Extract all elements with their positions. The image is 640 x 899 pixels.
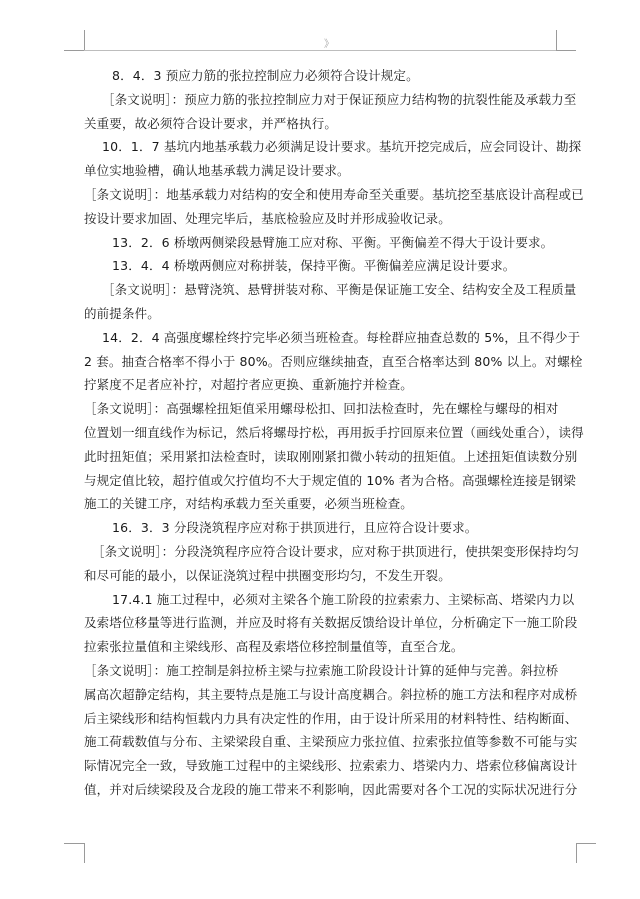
text-line: ［条文说明］：分段浇筑程序应符合设计要求，应对称于拱顶进行，使拱架变形保持均匀 bbox=[92, 543, 580, 559]
text-line: 2 套。抽查合格率不得小于 80%。否则应继续抽查，直至合格率达到 80% 以上。对螺栓 bbox=[84, 353, 583, 369]
text-line: 施工荷载数值与分布、主梁梁段自重、主梁预应力张拉值、拉索张拉值等参数不可能与实 bbox=[84, 734, 578, 750]
text-line: 13．2．6 桥墩两侧梁段悬臂施工应对称、平衡。平衡偏差不得大于设计要求。 bbox=[112, 234, 554, 250]
crop-mark-top-left-h bbox=[64, 50, 84, 51]
text-line: 按设计要求加固、处理完毕后，基底检验应及时并形成验收记录。 bbox=[84, 210, 451, 226]
crop-mark-top-right-h bbox=[556, 50, 576, 51]
text-line: 位置划一细直线作为标记，然后将螺母拧松，再用扳手拧回原来位置（画线处重合），读得 bbox=[84, 424, 584, 440]
text-line: ［条文说明］：悬臂浇筑、悬臂拼装对称、平衡是保证施工安全、结构安全及工程质量 bbox=[102, 282, 577, 298]
header-rule bbox=[84, 50, 556, 51]
text-line: 拉索张拉量值和主梁线形、高程及索塔位移控制量值等，直至合龙。 bbox=[84, 639, 464, 655]
text-line: 关重要，故必须符合设计要求，并严格执行。 bbox=[84, 115, 338, 131]
text-line: 单位实地验槽，确认地基承载力满足设计要求。 bbox=[84, 163, 350, 179]
text-line: 8．4．3 预应力筋的张拉控制应力必须符合设计规定。 bbox=[112, 68, 419, 83]
text-line: 后主梁线形和结构恒载内力具有决定性的作用，由于设计所采用的材料特性、结构断面、 bbox=[84, 710, 578, 726]
text-line: 14．2．4 高强度螺栓终拧完毕必须当班检查。每栓群应抽查总数的 5%，且不得少于 bbox=[102, 329, 581, 345]
text-line: 拧紧度不足者应补拧，对超拧者应更换、重新施拧并检查。 bbox=[84, 377, 413, 393]
text-line: ［条文说明］：预应力筋的张拉控制应力对于保证预应力结构物的抗裂性能及承载力至 bbox=[102, 91, 577, 107]
crop-mark-bottom-left-h bbox=[64, 843, 84, 844]
crop-mark-bottom-right-h bbox=[576, 843, 596, 844]
text-line: 17.4.1 施工过程中，必须对主梁各个施工阶段的拉索索力、主梁标高、塔梁内力以 bbox=[112, 591, 575, 607]
text-line: 10．1．7 基坑内地基承载力必须满足设计要求。基坑开挖完成后，应会同设计、勘探 bbox=[102, 139, 582, 155]
text-line: ［条文说明］：高强螺栓扭矩值采用螺母松扣、回扣法检查时，先在螺栓与螺母的相对 bbox=[84, 401, 559, 417]
text-line: 际情况完全一致，导致施工过程中的主梁线形、拉索索力、塔梁内力、塔索位移偏离设计 bbox=[84, 758, 578, 774]
text-line: 施工的关键工序，对结构承载力至关重要，必须当班检查。 bbox=[84, 496, 413, 512]
text-line: 值，并对后续梁段及合龙段的施工带来不利影响，因此需要对各个工况的实际状况进行分 bbox=[84, 781, 578, 797]
text-line: 与规定值比较，超拧值或欠拧值均不大于规定值的 10% 者为合格。高强螺栓连接是钢梁 bbox=[84, 472, 576, 488]
text-line: 和尽可能的最小，以保证浇筑过程中拱圈变形均匀，不发生开裂。 bbox=[84, 567, 451, 583]
text-line: 16．3．3 分段浇筑程序应对称于拱顶进行，且应符合设计要求。 bbox=[112, 520, 478, 536]
text-line: 的前提条件。 bbox=[84, 305, 160, 321]
crop-mark-bottom-left-v bbox=[84, 843, 85, 863]
text-line: 13．4．4 桥墩两侧应对称拼装，保持平衡。平衡偏差应满足设计要求。 bbox=[112, 258, 516, 274]
text-line: 及索塔位移量等进行监测，并应及时将有关数据反馈给设计单位，分析确定下一施工阶段 bbox=[84, 615, 578, 631]
text-line: 属高次超静定结构，其主要特点是施工与设计高度耦合。斜拉桥的施工方法和程序对成桥 bbox=[84, 686, 578, 702]
header-mark: 》 bbox=[324, 39, 334, 50]
text-line: 此时扭矩值；采用紧扣法检查时，读取刚刚紧扣微小转动的扭矩值。上述扭矩值读数分别 bbox=[84, 448, 578, 464]
document-body bbox=[84, 64, 584, 802]
crop-mark-bottom-right-v bbox=[576, 843, 577, 863]
crop-mark-top-right-v bbox=[556, 30, 557, 50]
crop-mark-top-left-v bbox=[84, 30, 85, 50]
text-line: ［条文说明］：地基承载力对结构的安全和使用寿命至关重要。基坑挖至基底设计高程或已 bbox=[84, 186, 584, 202]
text-line: ［条文说明］：施工控制是斜拉桥主梁与拉索施工阶段设计计算的延伸与完善。斜拉桥 bbox=[84, 662, 559, 678]
